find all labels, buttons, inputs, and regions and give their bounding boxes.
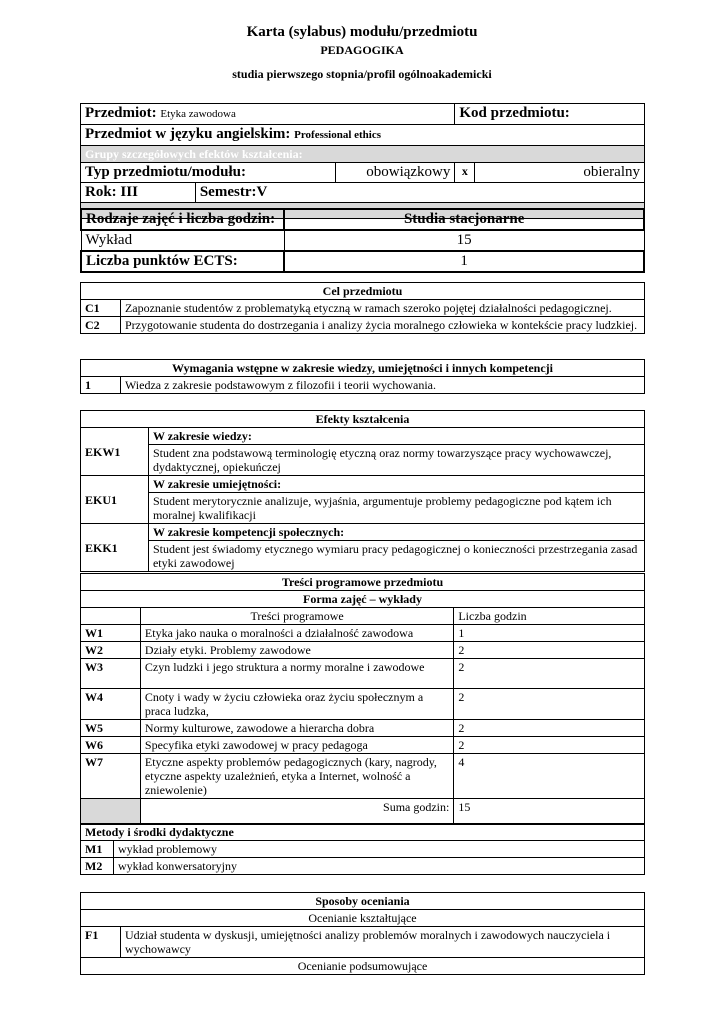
outcome-text-ekw1: Student zna podstawową terminologię etyczną oraz normy towarzyszące pracy wychowawczej, dydaktycznej, opiekuńczej xyxy=(148,445,644,476)
content-code: W2 xyxy=(81,642,141,659)
hours-column-header: Liczba godzin xyxy=(454,608,645,625)
hours-table xyxy=(80,208,645,273)
requirements-title: Wymagania wstępne w zakresie wiedzy, umiejętności i innych kompetencji xyxy=(81,360,645,377)
content-hours: 2 xyxy=(454,642,645,659)
content-hours: 2 xyxy=(454,720,645,737)
content-hours: 2 xyxy=(454,689,645,720)
hours-sum-label: Suma godzin: xyxy=(140,799,453,825)
content-code: W5 xyxy=(81,720,141,737)
requirements-table xyxy=(80,359,645,394)
summative-assessment-label: Ocenianie podsumowujące xyxy=(81,958,645,975)
method-code: M2 xyxy=(81,858,114,875)
content-code: W3 xyxy=(81,659,141,689)
content-text: Normy kulturowe, zawodowe a hierarcha dobra xyxy=(140,720,453,737)
study-type: studia pierwszego stopnia/profil ogólnoakademicki xyxy=(232,67,492,81)
formative-assessment-label: Ocenianie kształtujące xyxy=(81,910,645,927)
content-title: Treści programowe przedmiotu xyxy=(81,574,645,591)
type-mandatory: obowiązkowy xyxy=(335,163,455,183)
goal-text: Przygotowanie studenta do dostrzegania i analizy życia moralnego człowieka w kontekście pracy ludzkiej. xyxy=(120,317,644,334)
hours-sum-value: 15 xyxy=(454,799,645,825)
subject-code-label: Kod przedmiotu: xyxy=(455,104,645,125)
goal-text: Zapoznanie studentów z problematyką etyczną w ramach szeroko pojętej działalności pedagogicznej. xyxy=(120,300,644,317)
assessment-code: F1 xyxy=(81,927,121,958)
semester-label: Semestr:V xyxy=(195,183,644,203)
skills-header: W zakresie umiejętności: xyxy=(148,476,644,493)
method-text: wykład konwersatoryjny xyxy=(113,858,644,875)
content-hours: 2 xyxy=(454,659,645,689)
subject-info-table xyxy=(80,103,645,219)
content-text: Etyka jako nauka o moralności a działalność zawodowa xyxy=(140,625,453,642)
content-hours: 4 xyxy=(454,754,645,799)
class-form: Forma zajęć – wykłady xyxy=(81,591,645,608)
content-code: W6 xyxy=(81,737,141,754)
ects-label: Liczba punktów ECTS: xyxy=(81,251,284,272)
content-code: W1 xyxy=(81,625,141,642)
assessment-text: Udział studenta w dyskusji, umiejętności analizy problemów moralnych i zawodowych nauczyciela i wychowawcy xyxy=(120,927,644,958)
goals-table xyxy=(80,282,645,334)
lecture-label: Wykład xyxy=(81,230,284,251)
content-text: Czyn ludzki i jego struktura a normy moralne i zawodowe xyxy=(140,659,453,689)
english-label: Przedmiot w języku angielskim: xyxy=(85,126,291,142)
outcome-code-ekw1: EKW1 xyxy=(81,428,149,476)
assessment-title: Sposoby oceniania xyxy=(81,893,645,910)
outcome-text-ekk1: Student jest świadomy etycznego wymiaru pracy pedagogicznej o konieczności przestrzegania zasad etyki zawodowej xyxy=(148,541,644,572)
content-code: W4 xyxy=(81,689,141,720)
class-kinds-label: Rodzaje zajęć i liczba godzin: xyxy=(81,209,284,230)
content-column-header: Treści programowe xyxy=(140,608,453,625)
full-time-studies-label: Studia stacjonarne xyxy=(284,209,644,230)
english-value: Professional ethics xyxy=(294,129,382,141)
outcome-text-eku1: Student merytorycznie analizuje, wyjaśnia, argumentuje problemy pedagogiczne pod kątem ich moralnej kwalifikacji xyxy=(148,493,644,524)
outcome-code-ekk1: EKK1 xyxy=(81,524,149,572)
content-text: Działy etyki. Problemy zawodowe xyxy=(140,642,453,659)
content-code: W7 xyxy=(81,754,141,799)
content-text: Specyfika etyki zawodowej w pracy pedagoga xyxy=(140,737,453,754)
knowledge-header: W zakresie wiedzy: xyxy=(148,428,644,445)
goal-code: C1 xyxy=(81,300,121,317)
content-hours: 1 xyxy=(454,625,645,642)
subject-cell xyxy=(81,104,455,125)
ects-value: 1 xyxy=(284,251,644,272)
outcomes-title: Efekty kształcenia xyxy=(81,411,645,428)
goals-title: Cel przedmiotu xyxy=(81,283,645,300)
subject-label: Przedmiot: xyxy=(85,105,157,121)
goal-code: C2 xyxy=(81,317,121,334)
type-mark: x xyxy=(455,163,475,183)
methods-table xyxy=(80,823,645,875)
outcome-groups-label: Grupy szczegółowych efektów kształcenia: xyxy=(81,146,645,163)
content-table xyxy=(80,573,645,825)
methods-title: Metody i środki dydaktyczne xyxy=(81,824,645,841)
page-title: Karta (sylabus) modułu/przedmiotu xyxy=(246,24,478,40)
english-name-cell xyxy=(81,125,645,146)
content-text: Etyczne aspekty problemów pedagogicznych (kary, nagrody, etyczne aspekty uzależnień, etyka a Internet, wolność a zniewolenie) xyxy=(140,754,453,799)
subject-value: Etyka zawodowa xyxy=(160,108,236,120)
content-text: Cnoty i wady w życiu człowieka oraz życiu społecznym a praca ludzka, xyxy=(140,689,453,720)
page-subtitle: PEDAGOGIKA xyxy=(320,43,404,57)
requirement-text: Wiedza z zakresie podstawowym z filozofii i teorii wychowania. xyxy=(120,377,644,394)
year-label: Rok: III xyxy=(81,183,196,203)
content-hours: 2 xyxy=(454,737,645,754)
requirement-code: 1 xyxy=(81,377,121,394)
social-header: W zakresie kompetencji społecznych: xyxy=(148,524,644,541)
outcomes-table xyxy=(80,410,645,572)
type-label: Typ przedmiotu/modułu: xyxy=(81,163,336,183)
outcome-code-eku1: EKU1 xyxy=(81,476,149,524)
type-optional: obieralny xyxy=(475,163,645,183)
method-code: M1 xyxy=(81,841,114,858)
assessment-table xyxy=(80,892,645,975)
lecture-hours: 15 xyxy=(284,230,644,251)
method-text: wykład problemowy xyxy=(113,841,644,858)
